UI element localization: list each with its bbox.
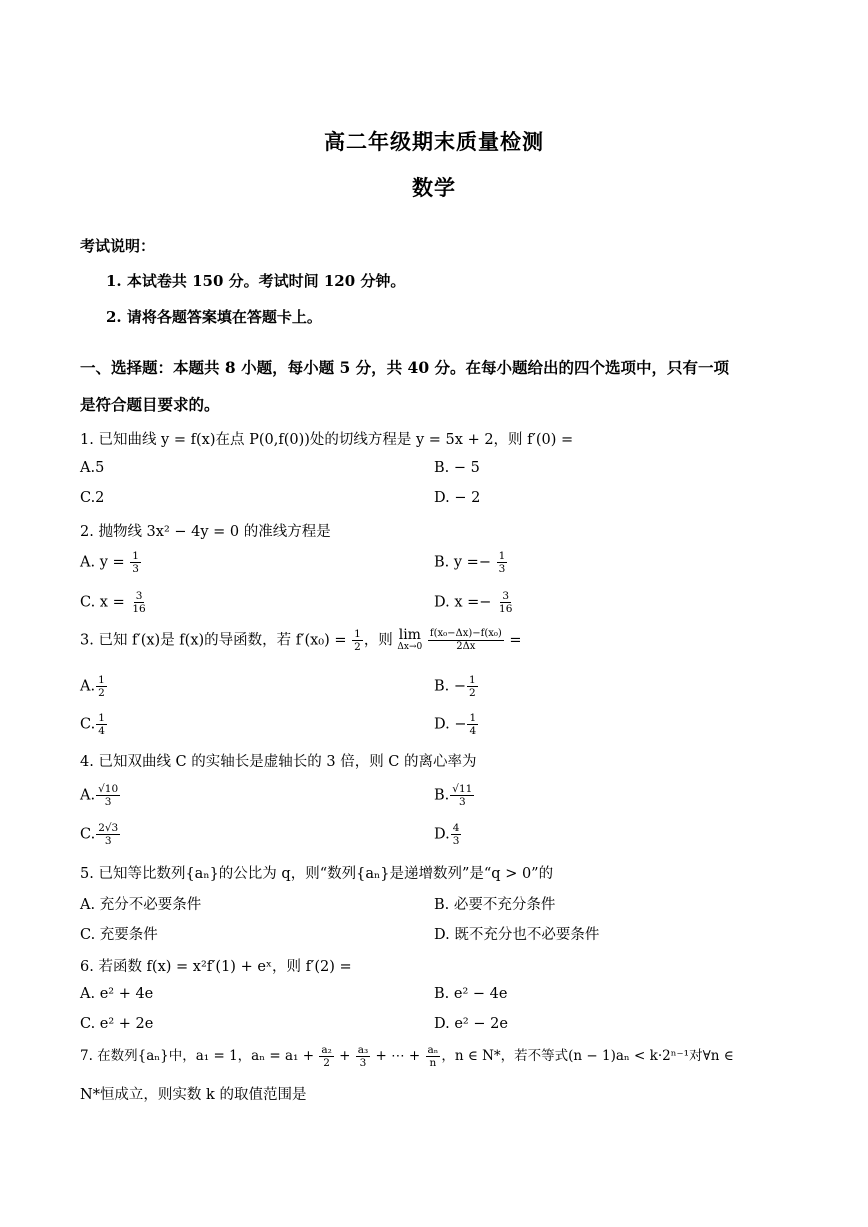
fraction [467, 712, 478, 737]
plus-sign: + [339, 1048, 351, 1064]
denominator: 3 [104, 796, 112, 808]
section-heading-line2: 是符合题目要求的。 [80, 395, 220, 414]
fraction [426, 1044, 441, 1069]
fraction [96, 822, 120, 847]
numerator: a₃ [357, 1044, 369, 1056]
question-3-option-b [434, 674, 479, 699]
instructions-heading: 考试说明： [80, 237, 156, 255]
denominator: n [429, 1057, 437, 1069]
stem-text: 7. 在数列{aₙ}中，a₁ = 1，aₙ = a₁ + [80, 1048, 315, 1064]
fraction [352, 628, 363, 653]
option-prefix: A. y = [80, 554, 125, 571]
denominator: 2 [323, 1057, 330, 1069]
numerator: aₙ [427, 1044, 439, 1056]
question-2-option-d [434, 590, 515, 615]
question-7-stem-line2: N*恒成立，则实数 k 的取值范围是 [80, 1087, 307, 1103]
numerator: 1 [469, 712, 477, 724]
option-prefix: C. x = [80, 594, 125, 611]
denominator: 3 [359, 1057, 367, 1069]
numerator: 4 [452, 822, 460, 834]
question-6-option-a: A. e² + 4e [80, 986, 154, 1002]
numerator: 1 [132, 550, 139, 562]
fraction [428, 628, 504, 653]
question-6-option-d: D. e² − 2e [434, 1016, 508, 1032]
question-1-option-a: A.5 [80, 460, 105, 476]
option-prefix: D. [434, 826, 450, 843]
question-1-stem: 1. 已知曲线 y = f(x)在点 P(0,f(0))处的切线方程是 y = 5x + 2，则 f′(0) = [80, 432, 574, 448]
denominator: 3 [498, 563, 506, 575]
option-prefix: A. [80, 678, 96, 695]
question-4-option-d [434, 822, 462, 847]
question-5-stem: 5. 已知等比数列{aₙ}的公比为 q，则“数列{aₙ}是递增数列”是“q > 0”的 [80, 866, 554, 882]
denominator: 3 [104, 835, 112, 847]
question-5-option-d: D. 既不充分也不必要条件 [434, 927, 600, 943]
numerator: 2√3 [98, 822, 119, 834]
stem-text: = [509, 632, 522, 649]
option-prefix: B. − [434, 678, 467, 695]
question-5-option-a: A. 充分不必要条件 [80, 897, 202, 913]
numerator: 1 [354, 628, 361, 640]
question-3-stem [80, 628, 522, 653]
ellipsis-plus: + ⋯ + [375, 1048, 421, 1064]
stem-text: ，则 [363, 632, 393, 649]
question-3-option-a [80, 674, 108, 699]
denominator: 3 [132, 563, 139, 575]
denominator: 4 [469, 725, 477, 737]
question-5-option-b: B. 必要不充分条件 [434, 897, 556, 913]
denominator: 2 [98, 687, 105, 699]
fraction [356, 1044, 370, 1069]
denominator: 2 [469, 687, 476, 699]
fraction [497, 590, 514, 615]
limit-operator [397, 626, 423, 653]
fraction [96, 674, 107, 699]
fraction [130, 550, 141, 575]
option-prefix: D. − [434, 716, 467, 733]
option-prefix: A. [80, 787, 96, 804]
numerator: a₂ [321, 1044, 332, 1056]
fraction [96, 712, 107, 737]
numerator: √11 [452, 783, 473, 795]
denominator: 16 [132, 603, 146, 615]
fraction [497, 550, 508, 575]
stem-text: ，n ∈ N*，若不等式(n − 1)aₙ < k·2ⁿ⁻¹对∀n ∈ [441, 1048, 734, 1064]
numerator: 1 [98, 674, 105, 686]
stem-text: 3. 已知 f′(x)是 f(x)的导函数，若 f′(x₀) = [80, 632, 347, 649]
question-7-stem [80, 1044, 734, 1069]
limit-subscript: Δx→0 [397, 641, 423, 652]
numerator: 3 [502, 590, 510, 602]
option-prefix: D. x =− [434, 594, 492, 611]
question-3-option-d [434, 712, 479, 737]
option-prefix: C. [80, 826, 96, 843]
instruction-item-1: 1. 本试卷共 150 分。考试时间 120 分钟。 [106, 272, 406, 290]
question-6-option-c: C. e² + 2e [80, 1016, 154, 1032]
question-1-option-b: B. − 5 [434, 460, 480, 476]
fraction [319, 1044, 333, 1069]
question-4-option-a [80, 783, 121, 808]
question-6-stem: 6. 若函数 f(x) = x²f′(1) + eˣ，则 f′(2) = [80, 959, 352, 975]
numerator: 1 [98, 712, 105, 724]
numerator: 3 [135, 590, 143, 602]
question-4-option-b [434, 783, 475, 808]
numerator: 1 [498, 550, 506, 562]
fraction [467, 674, 478, 699]
question-5-option-c: C. 充要条件 [80, 927, 158, 943]
numerator: f(x₀−Δx)−f(x₀) [429, 628, 502, 639]
denominator: 4 [98, 725, 105, 737]
denominator: 16 [499, 603, 513, 615]
fraction [96, 783, 120, 808]
question-2-option-b [434, 550, 508, 575]
section-heading-line1: 一、选择题：本题共 8 小题，每小题 5 分，共 40 分。在每小题给出的四个选项中，只有一项 [80, 358, 730, 377]
question-4-stem: 4. 已知双曲线 C 的实轴长是虚轴长的 3 倍，则 C 的离心率为 [80, 754, 477, 770]
denominator: 2Δx [456, 641, 476, 652]
denominator: 3 [458, 796, 466, 808]
exam-title: 高二年级期末质量检测 [324, 129, 544, 154]
limit-label: lim [398, 626, 421, 643]
question-4-option-c [80, 822, 121, 847]
question-2-stem: 2. 抛物线 3x² − 4y = 0 的准线方程是 [80, 524, 331, 540]
numerator: √10 [98, 783, 119, 795]
numerator: 1 [469, 674, 476, 686]
question-3-option-c [80, 712, 108, 737]
question-1-option-c: C.2 [80, 490, 105, 506]
denominator: 2 [354, 641, 361, 653]
subject-title: 数学 [412, 175, 456, 200]
question-2-option-a [80, 550, 142, 575]
instruction-item-2: 2. 请将各题答案填在答题卡上。 [106, 308, 322, 326]
option-prefix: B. y =− [434, 554, 491, 571]
question-6-option-b: B. e² − 4e [434, 986, 508, 1002]
question-2-option-c [80, 590, 149, 615]
fraction [451, 822, 462, 847]
fraction [450, 783, 474, 808]
denominator: 3 [452, 835, 460, 847]
question-1-option-d: D. − 2 [434, 490, 481, 506]
fraction [130, 590, 147, 615]
option-prefix: C. [80, 716, 96, 733]
option-prefix: B. [434, 787, 450, 804]
